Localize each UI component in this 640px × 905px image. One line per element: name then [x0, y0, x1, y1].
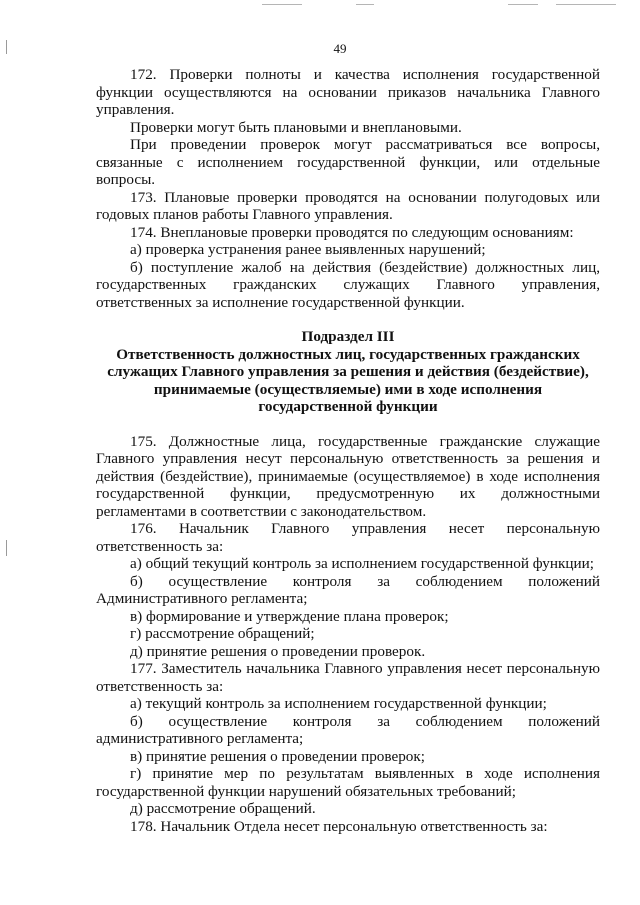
- scan-artifact-top: [508, 4, 538, 5]
- list-item-176-g: г) рассмотрение обращений;: [130, 625, 315, 642]
- list-item-177-d: д) рассмотрение обращений.: [130, 800, 316, 817]
- list-item-177-v: в) принятие решения о проведении проверок;: [130, 747, 425, 765]
- paragraph-173: 173. Плановые проверки проводятся на основании полугодовых или годовых планов работы Главного управления.: [96, 188, 600, 223]
- paragraph-175: 175. Должностные лица, государственные гражданские служащие Главного управления несут персональную ответственность за решения и действия (бездействие), принимаемые (осуществляемое) в ходе исполнения государственной функции, предусмотренную их должностными регламентами в соответствии с законодательством.: [96, 432, 600, 520]
- list-item-174-a: а) проверка устранения ранее выявленных нарушений;: [130, 241, 486, 258]
- list-item-176-d: д) принятие решения о проведении проверок.: [130, 642, 426, 660]
- list-item-176-a: а) общий текущий контроль за исполнением государственной функции;: [130, 555, 594, 572]
- paragraph-172: 172. Проверки полноты и качества исполнения государственной функции осуществляются на основании приказов начальника Главного управления.: [96, 66, 600, 118]
- list-item-174-b: б) поступление жалоб на действия (бездействие) должностных лиц, государственных гражданских служащих Главного управления, ответственных за исполнение государственной функции.: [96, 258, 600, 311]
- paragraph-check-scope: При проведении проверок могут рассматриваться все вопросы, связанные с исполнением государственной функции, или отдельные вопросы.: [96, 136, 600, 188]
- subsection-label: Подраздел III: [301, 328, 395, 345]
- paragraph-check-types: Проверки могут быть плановыми и внеплановыми.: [130, 118, 462, 136]
- subsection-title: Ответственность должностных лиц, государственных гражданских служащих Главного управления за решения и действия (бездействие), принимаемые (осуществляемые) ими в ходе исполнения государственной функции: [107, 345, 589, 415]
- scan-artifact-edge: [6, 540, 7, 556]
- list-item-177-g: г) принятие мер по результатам выявленных в ходе исполнения государственной функции нарушений обязательных требований;: [96, 765, 600, 800]
- document-body: [96, 66, 600, 835]
- scan-artifact-top: [262, 4, 302, 5]
- paragraph-177: 177. Заместитель начальника Главного управления несет персональную ответственность за:: [96, 660, 600, 695]
- paragraph-174: 174. Внеплановые проверки проводятся по следующим основаниям:: [130, 223, 574, 241]
- list-item-177-b: б) осуществление контроля за соблюдением положений административного регламента;: [96, 712, 600, 747]
- paragraph-176: 176. Начальник Главного управления несет персональную ответственность за:: [96, 520, 600, 555]
- scan-artifact-top: [356, 4, 374, 5]
- list-item-177-a: а) текущий контроль за исполнением государственной функции;: [130, 695, 547, 712]
- scan-artifact-top: [556, 4, 616, 5]
- list-item-176-v: в) формирование и утверждение плана проверок;: [130, 607, 449, 625]
- paragraph-178: 178. Начальник Отдела несет персональную ответственность за:: [130, 817, 548, 835]
- list-item-176-b: б) осуществление контроля за соблюдением положений Административного регламента;: [96, 572, 600, 607]
- page-number: 49: [333, 41, 347, 56]
